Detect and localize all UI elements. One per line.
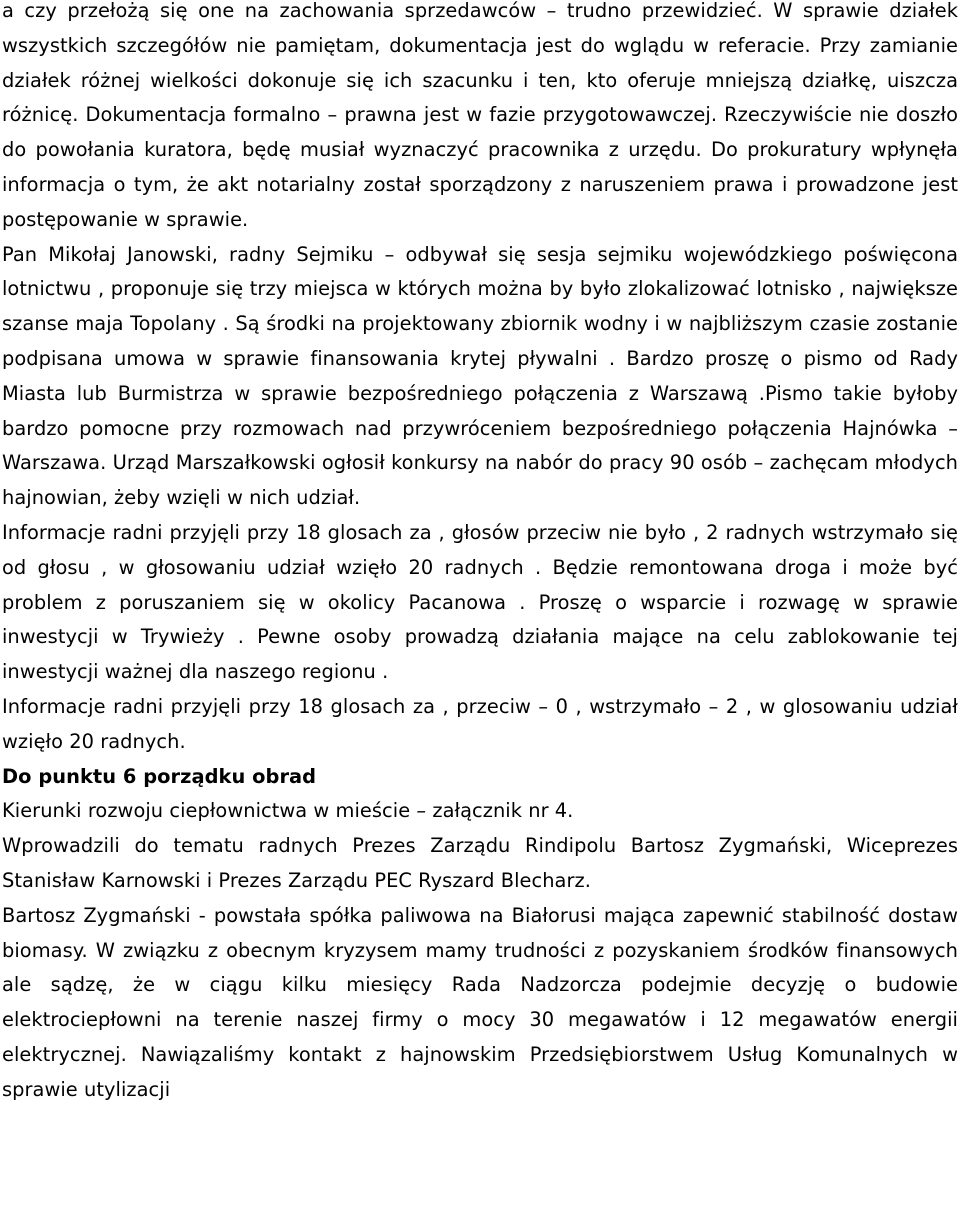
paragraph-kierunki-cieplownictwa: Kierunki rozwoju ciepłownictwa w mieście – załącznik nr 4. (2, 799, 574, 823)
paragraph-zygmanski-biomasa: Bartosz Zygmański - powstała spółka paliwowa na Białorusi mająca zapewnić stabilność dostaw biomasy. W związku z obecnym kryzysem mamy trudności z pozyskaniem środków finansowych ale sądzę, że w ciągu kilku miesięcy Rada Nadzorcza podejmie decyzję o budowie elektrociepłowni na terenie naszej firmy o mocy 30 megawatów i 12 megawatów energii elektrycznej. Nawiązaliśmy kontakt z hajnowskim Przedsiębiorstwem Usług Komunalnych w sprawie utylizacji (2, 903, 958, 1101)
paragraph-janowski-sejmik: Pan Mikołaj Janowski, radny Sejmiku – odbywał się sesja sejmiku wojewódzkiego poświęcona lotnictwu , proponuje się trzy miejsca w których można by było zlokalizować lotnisko , największe szanse maja Topolany . Są środki na projektowany zbiornik wodny i w najbliższym czasie zostanie podpisana umowa w sprawie finansowania krytej pływalni . Bardzo proszę o pismo od Rady Miasta lub Burmistrza w sprawie bezpośredniego połączenia z Warszawą .Pismo takie byłoby bardzo pomocne przy rozmowach nad przywróceniem bezpośredniego połączenia Hajnówka – Warszawa. Urząd Marszałkowski ogłosił konkursy na nabór do pracy 90 osób – zachęcam młodych hajnowian, żeby wzięli w nich udział. (2, 242, 958, 510)
paragraph-glosowanie-wynik: Informacje radni przyjęli przy 18 glosach za , przeciw – 0 , wstrzymało – 2 , w glosowaniu udział wzięło 20 radnych. (2, 694, 958, 753)
paragraph-referat-dzialki: a czy przełożą się one na zachowania sprzedawców – trudno przewidzieć. W sprawie działek wszystkich szczegółów nie pamiętam, dokumentacja jest do wglądu w referacie. Przy zamianie działek różnej wielkości dokonuje się ich szacunku i ten, kto oferuje mniejszą działkę, uiszcza różnicę. Dokumentacja formalno – prawna jest w fazie przygotowawczej. Rzeczywiście nie doszło do powołania kuratora, będę musiał wyznaczyć pracownika z urzędu. Do prokuratury wpłynęła informacja o tym, że akt notarialny został sporządzony z naruszeniem prawa i prowadzone jest postępowanie w sprawie. (2, 0, 958, 231)
section-heading-punkt-6: Do punktu 6 porządku obrad (2, 764, 317, 788)
paragraph-glosowanie-informacje: Informacje radni przyjęli przy 18 glosach za , głosów przeciw nie było , 2 radnych wstrzymało się od głosu , w głosowaniu udział wzięło 20 radnych . Będzie remontowana droga i może być problem z poruszaniem się w okolicy Pacanowa . Proszę o wsparcie i rozwagę w sprawie inwestycji w Trywieży . Pewne osoby prowadzą działania mające na celu zablokowanie tej inwestycji ważnej dla naszego regionu . (2, 520, 958, 684)
paragraph-wprowadzili: Wprowadzili do tematu radnych Prezes Zarządu Rindipolu Bartosz Zygmański, Wiceprezes Stanisław Karnowski i Prezes Zarządu PEC Ryszard Blecharz. (2, 834, 958, 892)
